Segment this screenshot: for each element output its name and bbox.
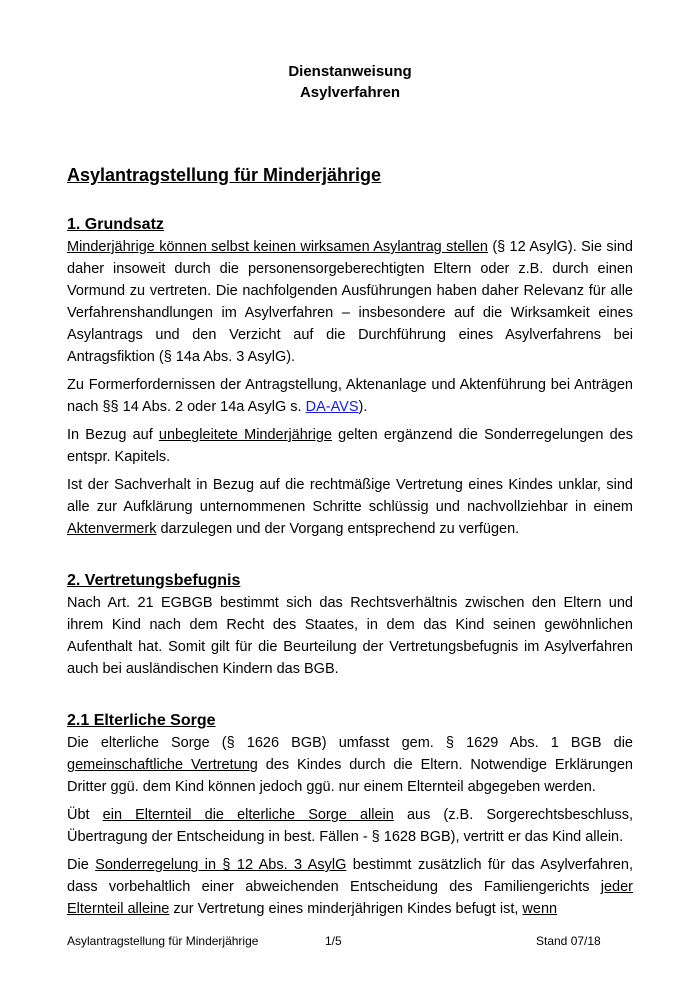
paragraph xyxy=(67,236,633,368)
underlined-text: unbegleitete Minderjährige xyxy=(158,427,332,443)
underlined-text: Minderjährige können selbst keinen wirksamen Asylantrag stellen xyxy=(67,239,488,255)
footer-title: Asylantragstellung für Minderjährige xyxy=(67,934,259,948)
header-subtitle: Asylverfahren xyxy=(299,84,401,101)
paragraph-text: gelten ergänzend die Sonderregelungen des entspr. Kapitels. xyxy=(67,427,633,465)
document-body xyxy=(67,162,633,926)
document-header xyxy=(0,61,700,103)
paragraph-text: (§ 12 AsylG). Sie sind daher insoweit durch die personensorgeberechtigten Eltern oder z.B. durch einen Vormund zu vertreten. Die nachfolgenden Ausführungen haben daher Relevanz für alle Verfahrenshandlungen im Asylverfahren – insbesondere auf die Wirksamkeit eines Asylantrags und den Verzicht auf die Durchführung eines Asylverfahrens bei Antragsfiktion (§ 14a Abs. 3 AsylG). xyxy=(67,239,633,365)
footer-date: Stand 07/18 xyxy=(536,934,601,948)
underlined-text: gemeinschaftliche Vertretung xyxy=(67,757,258,773)
page-title: Asylantragstellung für Minderjährige xyxy=(67,165,382,185)
underlined-text: Aktenvermerk xyxy=(67,521,157,537)
paragraph xyxy=(67,804,633,848)
section-heading-grundsatz: 1. Grundsatz xyxy=(67,216,164,233)
paragraph xyxy=(67,424,633,468)
paragraph xyxy=(67,474,633,540)
header-title: Dienstanweisung xyxy=(288,63,412,80)
paragraph xyxy=(67,854,633,920)
underlined-text: wenn xyxy=(522,901,558,917)
paragraph-text: Ist der Sachverhalt in Bezug auf die rechtmäßige Vertretung eines Kindes unklar, sind alle zur Aufklärung unternommenen Schritte schlüssig und nachvollziehbar in einem xyxy=(67,477,633,515)
underlined-text: Sonderregelung in § 12 Abs. 3 AsylG xyxy=(95,857,347,873)
underlined-text: ein Elternteil die elterliche Sorge allein xyxy=(102,807,394,823)
underlined-text: jeder Elternteil alleine xyxy=(67,879,633,917)
paragraph-text: Die xyxy=(67,857,96,873)
paragraph-text: Übt xyxy=(67,807,103,823)
paragraph-text: des Kindes durch die Eltern. Notwendige Erklärungen Dritter ggü. dem Kind können jedoch ggü. nur einem Elternteil abgegeben werden. xyxy=(67,757,633,795)
paragraph: Nach Art. 21 EGBGB bestimmt sich das Rechtsverhältnis zwischen den Eltern und ihrem Kind nach dem Recht des Staates, in dem das Kind seinen gewöhnlichen Aufenthalt hat. Somit gilt für die Beurteilung der Vertretungsbefugnis im Asylverfahren auch bei ausländischen Kindern das BGB. xyxy=(67,595,633,677)
paragraph-text: aus (z.B. Sorgerechtsbeschluss, Übertragung der Entscheidung in best. Fällen - § 1628 BGB), vertritt er das Kind allein. xyxy=(67,807,633,845)
paragraph-text: ). xyxy=(358,399,368,415)
paragraph-text: bestimmt zusätzlich für das Asylverfahren, dass vorbehaltlich einer abweichenden Entscheidung des Familiengerichts xyxy=(67,857,633,895)
section-heading-elterliche-sorge: 2.1 Elterliche Sorge xyxy=(67,712,216,729)
paragraph-text: darzulegen und der Vorgang entsprechend zu verfügen. xyxy=(156,521,520,537)
paragraph-text: zur Vertretung eines minderjährigen Kindes befugt ist, xyxy=(169,901,523,917)
paragraph-text: Zu Formerfordernissen der Antragstellung, Aktenanlage und Aktenführung bei Anträgen nach §§ 14 Abs. 2 oder 14a AsylG s. xyxy=(67,377,633,415)
paragraph xyxy=(67,374,633,418)
da-avs-link[interactable]: DA-AVS xyxy=(305,399,359,415)
paragraph-text: In Bezug auf xyxy=(67,427,159,443)
section-heading-vertretungsbefugnis: 2. Vertretungsbefugnis xyxy=(67,572,241,589)
paragraph-text: Die elterliche Sorge (§ 1626 BGB) umfasst gem. § 1629 Abs. 1 BGB die xyxy=(67,735,633,751)
page-number: 1/5 xyxy=(325,934,342,948)
paragraph xyxy=(67,732,633,798)
